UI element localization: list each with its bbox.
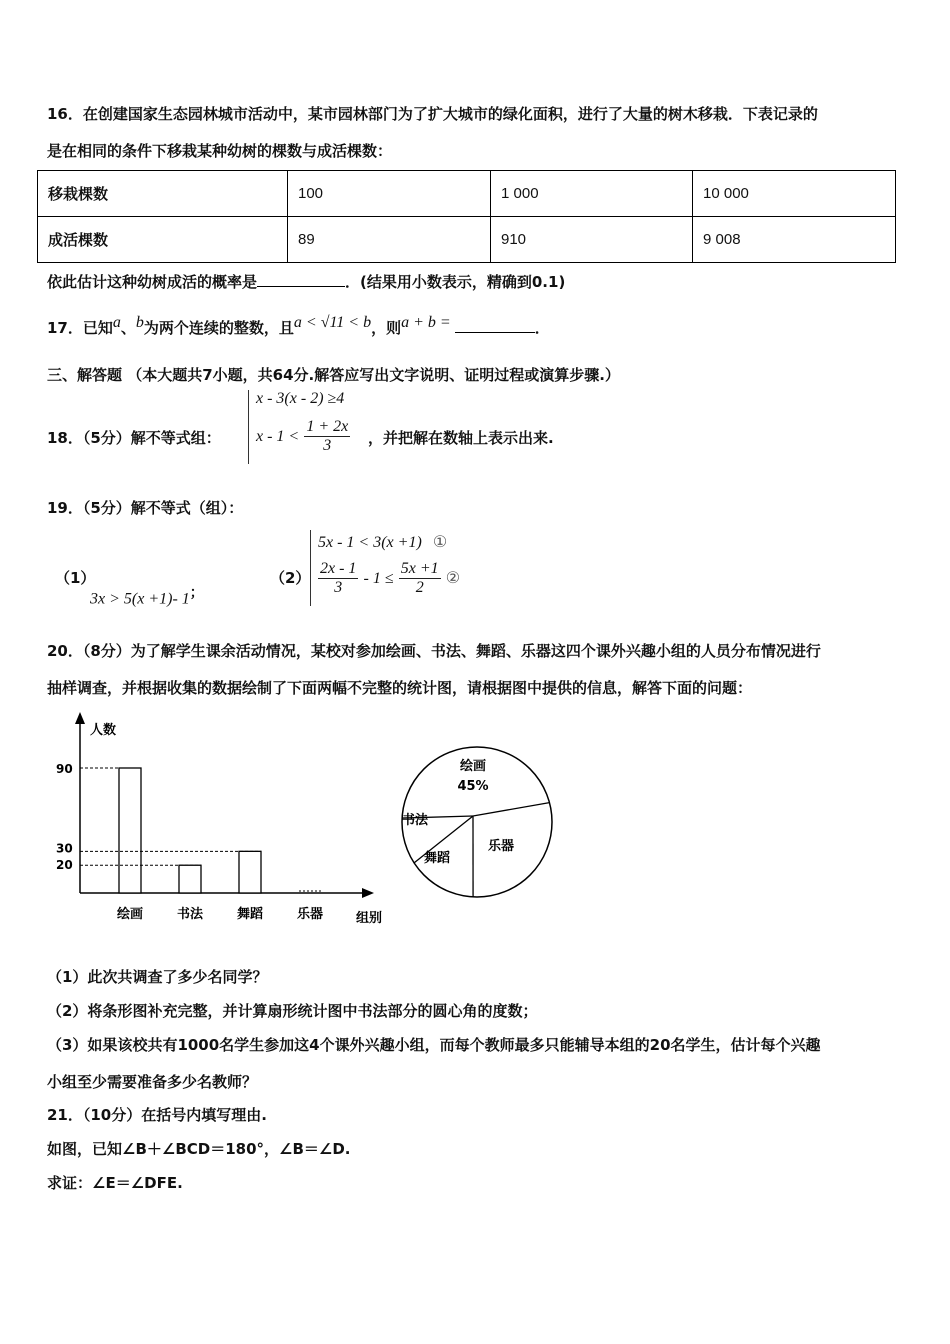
table-cell: 成活棵数 [38,217,288,263]
q17-var-a: a [112,314,121,331]
q17-expression: a + b = [401,314,451,331]
q16-text-line2: 是在相同的条件下移栽某种幼树的棵数与成活棵数： [47,142,393,160]
y-axis-label: 人数 [90,723,117,738]
fraction-numerator: 2x - 1 [320,560,357,577]
q17-prefix: 17．已知 [47,319,113,337]
q18-suffix: ，并把解在数轴上表示出来. [368,429,554,447]
q18-eq2-left: x - 1 < [256,428,300,445]
q19-eq1: 5x - 1 < 3(x +1) [318,534,422,551]
q19-eq2-mid: - 1 ≤ [363,570,394,587]
circled-one-mark: ① [432,534,448,551]
q17-mid: 为两个连续的整数，且 [143,319,294,337]
bar-2 [239,851,261,893]
fraction-numerator: 5x +1 [400,560,439,577]
x-axis-arrow [362,888,374,898]
x-axis-label: 组别 [356,911,383,926]
section-title: 三、解答题 （本大题共7小题，共64分.解答应写出文字说明、证明过程或演算步骤.） [47,366,620,384]
table-cell: 100 [288,171,491,217]
q19-part1 [90,582,204,608]
fraction-denominator: 2 [415,579,424,596]
q19-eq2-fraction-1 [318,560,358,597]
bar-chart [40,712,390,932]
q16-answer-prefix: 依此估计这种幼树成活的概率是 [47,273,258,291]
bar-0 [119,768,141,893]
q20-sub1: （1）此次共调查了多少名同学？ [47,968,268,986]
y-tick-label: 30 [56,841,73,856]
table-cell: 89 [288,217,491,263]
q17-sep: 、 [120,319,136,337]
q19-part1-label: （1） [55,569,96,587]
slice-label: 舞蹈 [423,851,451,866]
q20-text-line2: 抽样调查，并根据收集的数据绘制了下面两幅不完整的统计图，请根据图中提供的信息，解答下面的问题： [47,679,753,697]
q18-brace [248,390,249,464]
q17-var-b: b [135,314,144,331]
q21-line3: 求证：∠E＝∠DFE. [47,1174,183,1192]
x-tick-label: 舞蹈 [236,907,264,922]
q16-answer-line [47,271,565,292]
table-cell: 1 000 [491,171,693,217]
answer-blank[interactable] [257,286,345,287]
q18-label: 18．（5分）解不等式组： [47,429,221,447]
x-tick-label: 乐器 [296,907,324,922]
q19-part2-label: （2） [270,569,311,587]
table-cell: 9 008 [693,217,896,263]
q17-line [47,314,550,338]
q19-brace [310,530,311,606]
q17-then: ，则 [371,319,402,337]
q20-sub3-line1: （3）如果该校共有1000名学生参加这4个课外兴趣小组，而每个教师最多只能辅导本组的20名学生，估计每个兴趣 [47,1036,821,1054]
table-cell: 910 [491,217,693,263]
answer-blank[interactable] [455,332,535,333]
q21-line2: 如图，已知∠B＋∠BCD＝180°，∠B＝∠D. [47,1140,351,1158]
circled-two-mark: ② [445,570,461,587]
q20-sub2: （2）将条形图补充完整，并计算扇形统计图中书法部分的圆心角的度数； [47,1002,538,1020]
slice-label: 书法 [401,813,429,828]
q21-line1: 21．（10分）在括号内填写理由. [47,1106,267,1124]
slice-label: 绘画 [459,759,487,774]
q16-answer-suffix: ．(结果用小数表示，精确到0.1) [345,273,566,291]
y-tick-label: 90 [56,762,73,776]
table-row [38,217,896,263]
q18-equation-2 [256,418,350,455]
q19-part1-end: ； [189,585,204,601]
slice-percent-label: 45% [457,779,489,794]
q19-part2-equation-1 [318,532,447,552]
x-tick-label: 绘画 [116,907,144,922]
q18-eq2-fraction [304,418,350,455]
table-cell: 10 000 [693,171,896,217]
q17-end: ． [534,319,550,337]
q17-inequality: a < √11 < b [293,314,372,331]
pie-chart [395,740,560,905]
table-row [38,171,896,217]
q18-equation-1: x - 3(x - 2) ≥4 [256,390,345,407]
fraction-denominator: 3 [323,437,332,454]
x-tick-label: 书法 [176,907,204,922]
y-axis-arrow [75,712,85,724]
q19-eq2-fraction-2 [399,560,441,597]
y-tick-label: 20 [56,858,73,873]
survival-table [37,170,896,263]
fraction-denominator: 3 [334,579,343,596]
table-cell: 移栽棵数 [38,171,288,217]
q20-sub3-line2: 小组至少需要准备多少名教师？ [47,1073,258,1091]
q19-label: 19．（5分）解不等式（组）： [47,499,244,517]
q19-part1-expr: 3x > 5(x +1)- 1 [90,590,190,608]
q20-text-line1: 20．（8分）为了解学生课余活动情况，某校对参加绘画、书法、舞蹈、乐器这四个课外兴趣小组的人员分布情况进行 [47,642,821,660]
slice-label: 乐器 [487,839,515,854]
bar-1 [179,865,201,893]
fraction-numerator: 1 + 2x [306,418,349,435]
q16-text-line1: 16．在创建国家生态园林城市活动中，某市园林部门为了扩大城市的绿化面积，进行了大量的树木移栽．下表记录的 [47,105,818,123]
q19-part2-equation-2 [318,560,460,597]
